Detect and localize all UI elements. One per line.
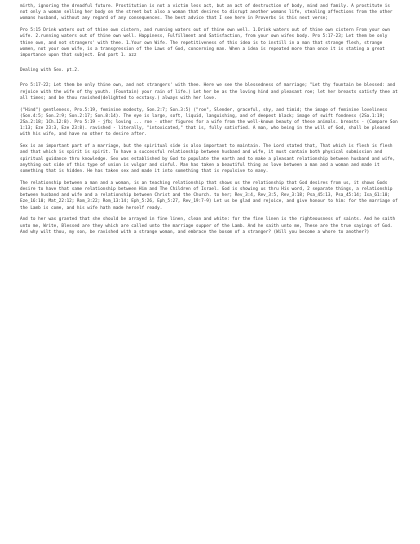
section-heading: Dealing with Sex. pt.2.: [20, 68, 80, 74]
paragraph-pro-5-17: Pro 5:17-22; Let them be only thine own, and not strangers' with thee. Here we see the blessedness of marriage; "Let thy fountain be blessed: and rejoice with the wife of thy youth. (Fountain) your rain of life.) Let her be as the loving hind and pleasant roe; let her breasts satisfy thee at all times; and be thou ravished(delighted to ecstasy.) always with her love.: [20, 83, 398, 101]
paragraph-sex-marriage: Sex is an important part of a marriage, but the spiritual side is also important to maintain. The Lord stated that, That which is flesh is flesh and that which is spirit is spirit. To have a successful relationship between husband and wife, it must contain both physical submission and spiritual guidance thru knowledge. Sex was established by God to populate the earth and to make a pleasant relationship between husband and wife, anything out side of this type of union is vulgar and sinful. Man has taken a beautiful thing as love between a man and a woman and made it something that is hidden. He has taken sex and made it into something that is repulsive to many.: [20, 144, 396, 175]
paragraph-hind-roe: ("Hind") gentleness, Pro.5:19, feminine modesty, Son.2:7; Son.3:5) ("roe", Slender, graceful, shy, and timid; the image of feminine loveliness (Son.4:5; Son.2:9; Son.2:17; Son.8:14). The eye is large, soft, liquid, languishing, and of deepest black; image of swift fondness (2Sa.1:19; 2Sa.2:18; 1Ch.12:8). Pro 5:19 - jfb; loving ... roe - other figures for a wife from the well-known beauty of these animals. breasts - (Compare Son 1:13; Eze 23:3, Eze 23:8). ravished - literally, "intoxicated," that is, fully satisfied. A man, who being in the will of God, shall be pleased with his wife, and have no other to desire after.: [20, 107, 398, 138]
paragraph-intro: mirth, ignoring the dreadful future. Prostitution is not a victim less act, but an act of destruction of body, mind and family. A prostitute is not only a woman selling her body on the street but also a woman that desires to disrupt another womans life, stealing affections from the other womans husband, without any regard of any consequences. The best advice that I see here in Proverbs is this next verse;: [20, 4, 393, 22]
paragraph-relationship: The relationship between a man and a woman, is an teaching relationship that shows us the relationship that God desires from us, it shows Gods desire to have that same relationship between Him and The Children of Israel. God is showing us thru His word, 2 separate things, a relationship between husband and wife and a relationship between Christ and the Church. to her; Rev_3:4, Rev_3:5, Rev_3:18; Psa_45:13, Psa_45:14; Isa_61:10; Eze_16:10; Mat_22:12; Rom_3:22; Rom_13:14; Eph_5:26, Eph_5:27, Rev_19:7-9) Let us be glad and rejoice, and give honour to him: for the marriage of the Lamb is come, and his wife hath made herself ready.: [20, 180, 398, 211]
paragraph-pro-5-15: Pro 5:15 Drink waters out of thine own cistern, and running waters out of thine own well. 1.Drink waters out of thine own cistern From your own wife. 2.running waters out of thine own well. Happiness, Fulfillment and Satisfaction, from your own wifes body. Pro 5:17-23; Let them be only thine own, and not strangers' with thee. 1.Your own Wife. The repetitiveness of this idea is to instill in a man that strange flesh, strange women, not your own wife, is a transgression of the Laws of God, concerning man. When a idea is repeated more than once it is stating a great importance upon that subject. End part 1. azz: [20, 28, 390, 59]
paragraph-fine-linen: And to her was granted that she should be arrayed in fine linen, clean and white: for the fine linen is the righteousness of saints. And he saith unto me, Write, Blessed are they which are called unto the marriage supper of the Lamb. And he saith unto me, These are the true sayings of God. And why wilt thou, my son, be ravished with a strange woman, and embrace the bosom of a stranger? (Will you become a whore to another?): [20, 217, 396, 235]
